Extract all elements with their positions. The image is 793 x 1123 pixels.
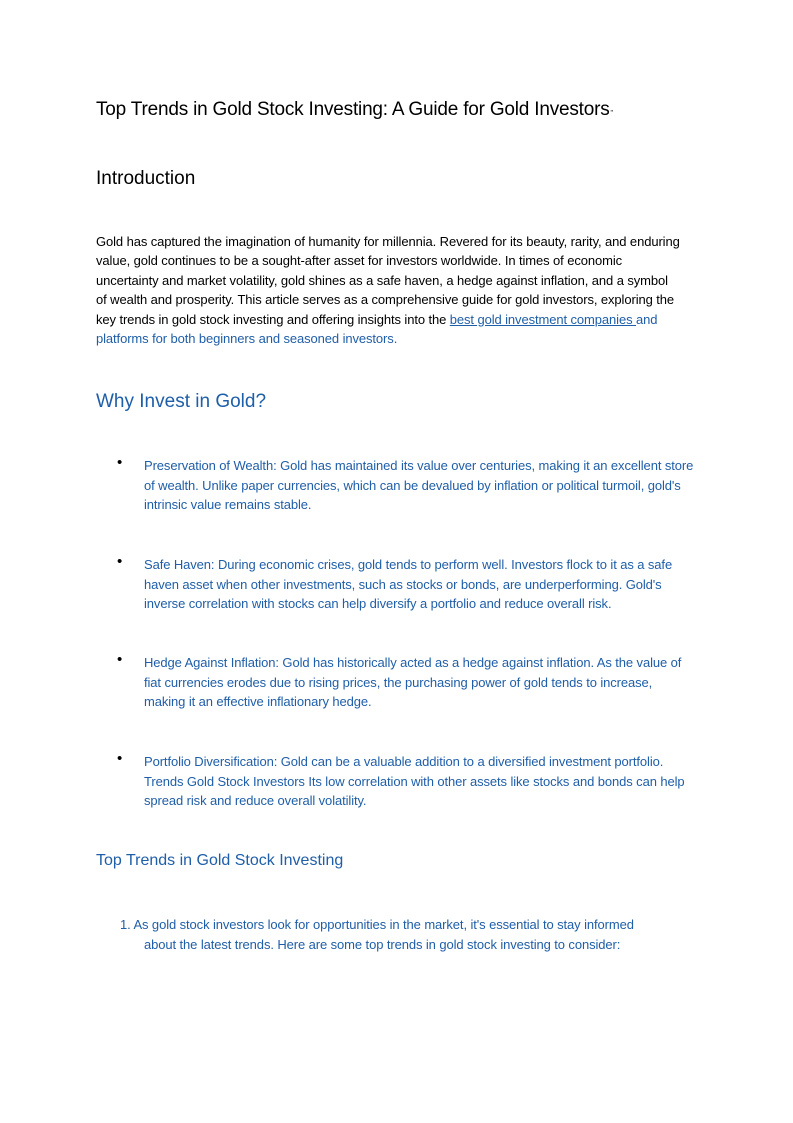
bullet-dot-icon: • xyxy=(117,454,123,471)
list-item-line-1: As gold stock investors look for opportunities in the market, it's essential to stay informed xyxy=(133,917,634,932)
best-gold-companies-link[interactable]: best gold investment companies xyxy=(449,311,636,327)
bullet-text: Safe Haven: During economic crises, gold tends to perform well. Investors flock to it as a safe haven asset when other investments, such as stocks or bonds, are underperforming. Gold's inverse correlation with stocks can help diversify a portfolio and reduce overall risk. xyxy=(144,557,673,612)
bullet-dot-icon: • xyxy=(117,750,123,767)
intro-paragraph xyxy=(96,232,681,348)
page-title xyxy=(96,97,613,123)
bullet-item xyxy=(117,553,696,614)
bullet-text: Preservation of Wealth: Gold has maintained its value over centuries, making it an excellent store of wealth. Unlike paper currencies, which can be devalued by inflation or political turmoil, gold's intrinsic value remains stable. xyxy=(144,458,694,513)
bullet-item xyxy=(117,651,696,712)
bullet-dot-icon: • xyxy=(117,651,123,668)
bullet-text: Portfolio Diversification: Gold can be a valuable addition to a diversified investment portfolio. Trends Gold Stock Investors Its low correlation with other assets like stocks and bonds can help spread risk and reduce overall volatility. xyxy=(144,754,685,809)
bullet-dot-icon: • xyxy=(117,553,123,570)
bullet-item xyxy=(117,750,696,811)
intro-tail: and platforms for both beginners and seasoned investors. xyxy=(96,311,658,347)
top-trends-heading: Top Trends in Gold Stock Investing xyxy=(96,852,344,869)
intro-heading: Introduction xyxy=(96,168,196,189)
title-quote-mark: " xyxy=(610,110,613,117)
list-item-line-2: about the latest trends. Here are some top trends in gold stock investing to consider: xyxy=(144,936,621,952)
title-text: Top Trends in Gold Stock Investing: A Guide for Gold Investors xyxy=(96,99,610,120)
why-invest-heading: Why Invest in Gold? xyxy=(96,391,267,412)
numbered-list-item xyxy=(120,915,680,954)
intro-text: Gold has captured the imagination of humanity for millennia. Revered for its beauty, rarity, and enduring value, gold continues to be a sought-after asset for investors worldwide. In times of economic uncertainty and market volatility, gold shines as a safe haven, a hedge against inflation, and a symbol of wealth and prosperity. This article serves as a comprehensive guide for gold investors, exploring the key trends in gold stock investing and offering insights into the xyxy=(96,234,680,327)
bullet-item xyxy=(117,454,696,515)
list-number: 1. xyxy=(120,917,131,932)
bullet-text: Hedge Against Inflation: Gold has historically acted as a hedge against inflation. As the value of fiat currencies erodes due to rising prices, the purchasing power of gold tends to increase, making it an effective inflationary hedge. xyxy=(144,655,682,710)
